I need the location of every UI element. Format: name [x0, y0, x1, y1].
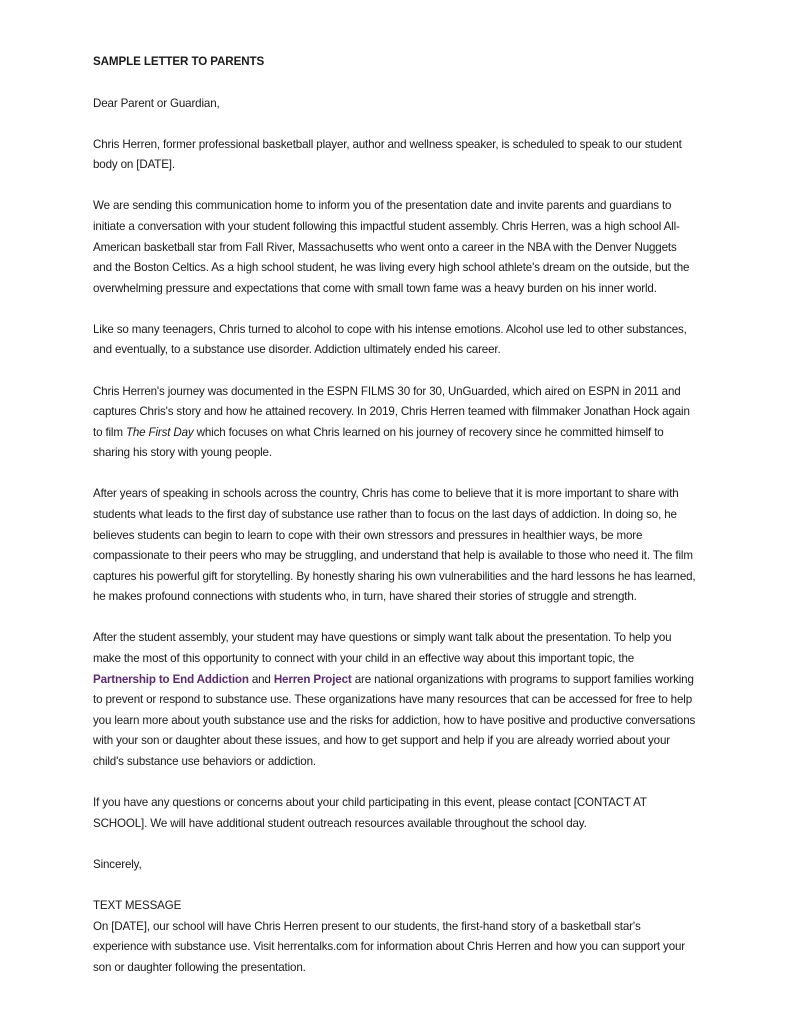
- paragraph-intro: Chris Herren, former professional basketball player, author and wellness speaker, is scheduled to speak to our student body on [DATE].: [93, 137, 682, 172]
- paragraph-struggle: Like so many teenagers, Chris turned to alcohol to cope with his intense emotions. Alcohol use led to other substances, and eventually, to a substance use disorder. Addiction ultimately ended his career.: [93, 322, 687, 357]
- letter-document: [93, 52, 698, 978]
- paragraph-contact: If you have any questions or concerns about your child participating in this event, please contact [CONTACT AT SCHOOL]. We will have additional student outreach resources available throughout the school day.: [93, 796, 647, 830]
- herren-project-link[interactable]: Herren Project: [273, 672, 352, 686]
- partnership-to-end-addiction-link[interactable]: Partnership to End Addiction: [93, 672, 249, 686]
- paragraph-films-text-1: Chris Herren's journey was documented in the ESPN FILMS 30 for 30, UnGuarded, which aired on ESPN in 2011 and captures Chris's story and how he attained recovery. In 2019, Chris Herren teamed with filmmaker Jonathan Hock again to film: [93, 384, 690, 439]
- paragraph-resources-text-2: and: [248, 672, 274, 686]
- film-title: The First Day: [125, 425, 194, 439]
- paragraph-background: We are sending this communication home to inform you of the presentation date and invite parents and guardians to initiate a conversation with your student following this impactful student assembly. Chris Herren, was a high school All-American basketball star from Fall River, Massachusetts who went onto a career in the NBA with the Denver Nuggets and the Boston Celtics. As a high school student, he was living every high school athlete's dream on the outside, but the overwhelming pressure and expectations that come with small town fame was a heavy burden on his inner world.: [93, 199, 690, 295]
- paragraph-resources: [93, 628, 698, 772]
- letter-heading: SAMPLE LETTER TO PARENTS: [93, 55, 265, 68]
- paragraph-resources-text-1: After the student assembly, your student may have questions or simply want talk about the presentation. To help you make the most of this opportunity to connect with your child in an effective way about this important topic, the: [93, 631, 672, 666]
- text-message-body: On [DATE], our school will have Chris Herren present to our students, the first-hand story of a basketball star's experience with substance use. Visit herrentalks.com for information about Chris Herren and how you can support your son or daughter following the presentation.: [93, 919, 686, 974]
- greeting: Dear Parent or Guardian,: [93, 96, 220, 110]
- text-message-label: TEXT MESSAGE: [93, 898, 182, 912]
- paragraph-films: [93, 382, 698, 464]
- paragraph-resources-text-3: are national organizations with programs to support families working to prevent or respond to substance use. These organizations have many resources that can be accessed for free to help you learn more about youth substance use and the risks for addiction, how to have positive and productive conversations with your son or daughter about these issues, and how to get support and help if you are already worried about your child's substance use behaviors or addiction.: [93, 672, 696, 769]
- closing: Sincerely,: [93, 857, 142, 871]
- paragraph-films-text-2: which focuses on what Chris learned on his journey of recovery since he committed himself to sharing his story with young people.: [93, 425, 664, 460]
- paragraph-mission: After years of speaking in schools across the country, Chris has come to believe that it is more important to share with students what leads to the first day of substance use rather than to focus on the last days of addiction. In doing so, he believes students can begin to learn to cope with their own stressors and pressures in healthier ways, be more compassionate to their peers who may be struggling, and understand that help is available to those who need it. The film captures his powerful gift for storytelling. By honestly sharing his own vulnerabilities and the hard lessons he has learned, he makes profound connections with students who, in turn, have shared their stories of struggle and strength.: [93, 487, 696, 604]
